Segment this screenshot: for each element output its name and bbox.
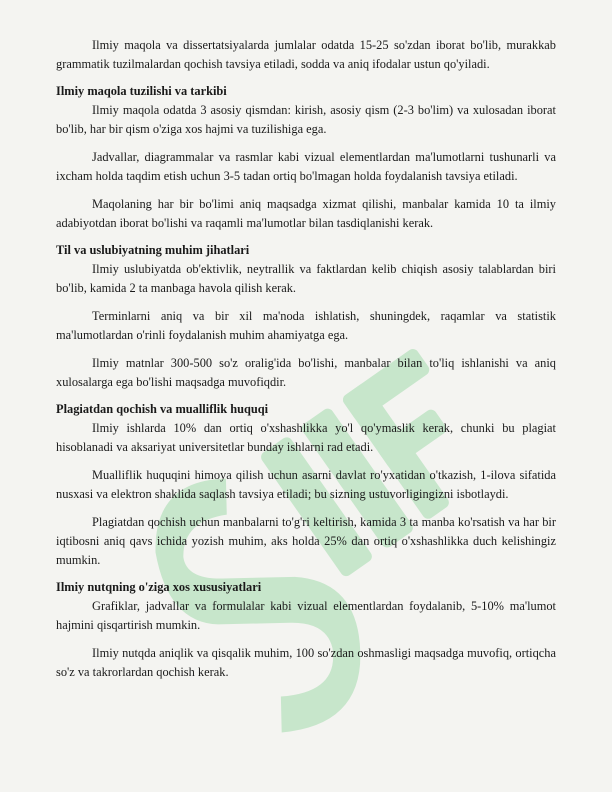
paragraph: Plagiatdan qochish uchun manbalarni to'g'ri keltirish, kamida 3 ta manba ko'rsatish va har bir iqtibosni aniq qavs ichida yozish muhim, aks holda 25% dan ortiq o'xshashlikka duch kelishingiz mumkin. [56, 515, 556, 567]
document-page [56, 36, 556, 682]
paragraph: Mualliflik huquqini himoya qilish uchun asarni davlat ro'yxatidan o'tkazish, 1-ilova sifatida nusxasi va elektron shaklida saqlash tavsiya etiladi; bu sizning ustuvorligingizni isbotlaydi. [56, 468, 556, 501]
section-heading: Ilmiy nutqning o'ziga xos xususiyatlari [56, 580, 262, 594]
paragraph: Terminlarni aniq va bir xil ma'noda ishlatish, shuningdek, raqamlar va statistik ma'lumotlardan o'rinli foydalanish muhim ahamiyatga ega. [56, 309, 556, 342]
section-heading: Ilmiy maqola tuzilishi va tarkibi [56, 84, 227, 98]
paragraph: Grafiklar, jadvallar va formulalar kabi vizual elementlardan foydalanib, 5-10% ma'lumot hajmini qisqartirish mumkin. [56, 599, 556, 632]
paragraph: Ilmiy uslubiyatda ob'ektivlik, neytrallik va faktlardan kelib chiqish asosiy talablardan biri bo'lib, kamida 2 ta manbaga havola qilish kerak. [56, 262, 556, 295]
paragraph: Ilmiy matnlar 300-500 so'z oralig'ida bo'lishi, manbalar bilan to'liq ishlanishi va aniq xulosalarga ega bo'lishi maqsadga muvofiqdir. [56, 356, 556, 389]
paragraph: Ilmiy ishlarda 10% dan ortiq o'xshashlikka yo'l qo'ymaslik kerak, chunki bu plagiat hisoblanadi va aksariyat universitetlar bunday ishlarni rad etadi. [56, 421, 556, 454]
paragraph: Ilmiy maqola va dissertatsiyalarda jumlalar odatda 15-25 so'zdan iborat bo'lib, murakkab grammatik tuzilmalardan qochish tavsiya etiladi, sodda va aniq ifodalar ustun qo'yiladi. [56, 38, 556, 71]
paragraph: Ilmiy nutqda aniqlik va qisqalik muhim, 100 so'zdan oshmasligi maqsadga muvofiq, ortiqcha so'z va takrorlardan qochish kerak. [56, 646, 556, 679]
paragraph: Maqolaning har bir bo'limi aniq maqsadga xizmat qilishi, manbalar kamida 10 ta ilmiy adabiyotdan iborat bo'lishi va raqamli ma'lumotlar bilan tasdiqlanishi kerak. [56, 197, 556, 230]
section-heading: Plagiatdan qochish va mualliflik huquqi [56, 402, 269, 416]
paragraph: Jadvallar, diagrammalar va rasmlar kabi vizual elementlardan ma'lumotlarni tushunarli va ixcham holda taqdim etish uchun 3-5 tadan ortiq bo'lmagan holda foydalanish tavsiya etiladi. [56, 150, 556, 183]
section-heading: Til va uslubiyatning muhim jihatlari [56, 243, 250, 257]
paragraph: Ilmiy maqola odatda 3 asosiy qismdan: kirish, asosiy qism (2-3 bo'lim) va xulosadan iborat bo'lib, har bir qism o'ziga xos hajmi va tuzilishiga ega. [56, 103, 556, 136]
